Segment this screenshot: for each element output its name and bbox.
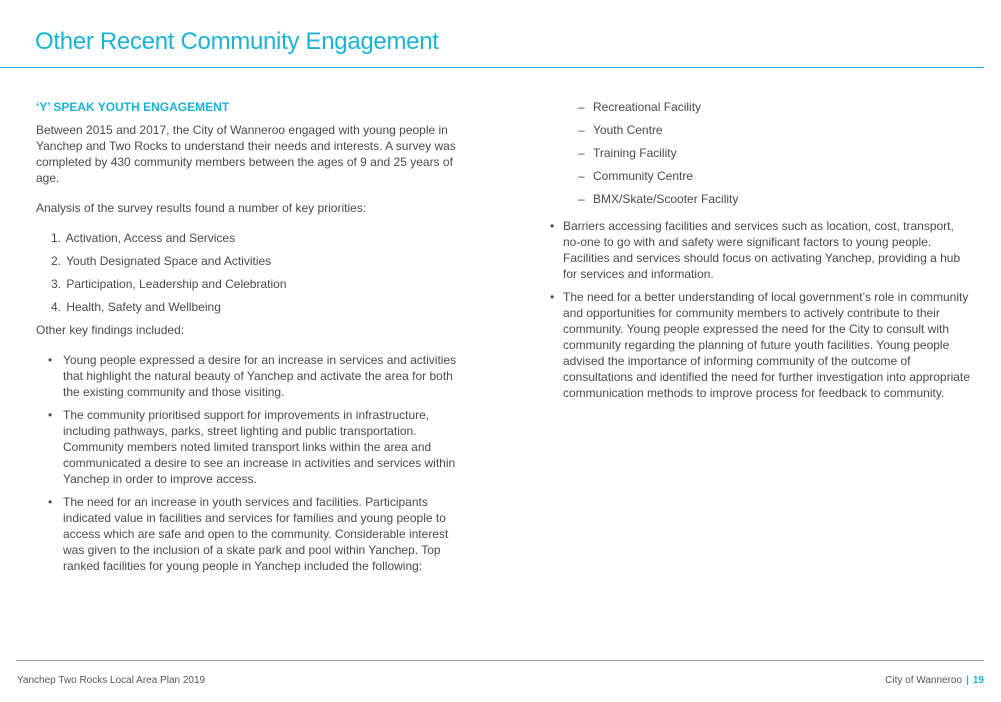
list-item-text: The need for an increase in youth services and facilities. Participants indicated value in facilities and services for families and young people to access which are safe and open to the community. Considerable interest was given to the inclusion of a skate park and pool within Yanchep. Top ranked facilities for young people in Yanchep included the following: (63, 495, 449, 573)
list-item-text: Participation, Leadership and Celebration (66, 277, 287, 291)
list-item-text: Activation, Access and Services (65, 231, 236, 245)
intro-paragraph: Between 2015 and 2017, the City of Wanneroo engaged with young people in Yanchep and Two Rocks to understand their needs and interests. A survey was completed by 430 community members between the ages of 9 and 25 years of age. (36, 123, 456, 185)
footer-document-title: Yanchep Two Rocks Local Area Plan 2019 (17, 675, 206, 686)
list-number: 4. (51, 300, 62, 314)
list-item (36, 494, 472, 574)
bullet-icon: • (550, 290, 555, 304)
footer-separator: | (966, 675, 969, 686)
priorities-list (36, 230, 472, 315)
footer-divider (16, 660, 984, 661)
dash-icon: – (578, 100, 585, 114)
left-column (36, 99, 472, 581)
list-item-text: Training Facility (593, 146, 677, 160)
bullet-icon: • (48, 353, 53, 367)
bullet-icon: • (48, 495, 53, 509)
dash-icon: – (578, 192, 585, 206)
bullet-icon: • (48, 408, 53, 422)
page-title: Other Recent Community Engagement (35, 28, 439, 55)
list-item (36, 253, 472, 269)
list-item (36, 352, 472, 400)
section-heading: ‘Y’ SPEAK YOUTH ENGAGEMENT (36, 100, 230, 114)
list-item-text: The need for a better understanding of local government’s role in community and opportunities for community members to actively contribute to their community. Young people expressed the need for the City to consult with community regarding the planning of future youth facilities. Young people advised the importance of informing community of the outcome of consultations and identified the need for further investigation into appropriate communication methods to improve process for feedback to community. (563, 290, 970, 400)
list-number: 2. (51, 254, 62, 268)
list-item-text: Barriers accessing facilities and services such as location, cost, transport, no-one to go with and safety were significant factors to young people. Facilities and services should focus on activating Yanchep, providing a hub for services and information. (563, 219, 961, 281)
list-item (550, 218, 970, 282)
list-item-text: Community Centre (593, 169, 694, 183)
list-item-text: Health, Safety and Wellbeing (66, 300, 221, 314)
list-item (550, 168, 970, 184)
page-number: 19 (972, 675, 984, 686)
footer-page-info (885, 675, 984, 686)
list-item (550, 191, 970, 207)
footer-organization: City of Wanneroo (885, 675, 963, 686)
list-item (36, 407, 472, 487)
list-item-text: Youth Designated Space and Activities (66, 254, 272, 268)
list-item-text: Youth Centre (593, 123, 663, 137)
list-item (36, 299, 472, 315)
list-number: 1. (51, 231, 62, 245)
findings-list (36, 352, 472, 574)
analysis-paragraph: Analysis of the survey results found a number of key priorities: (36, 201, 367, 215)
list-item-text: Young people expressed a desire for an increase in services and activities that highlight the natural beauty of Yanchep and activate the area for both the existing community and those visiting. (63, 353, 457, 399)
list-item (550, 99, 970, 115)
list-item (36, 276, 472, 292)
list-item (550, 145, 970, 161)
list-item (36, 230, 472, 246)
dash-icon: – (578, 146, 585, 160)
list-item-text: The community prioritised support for improvements in infrastructure, including pathways, parks, street lighting and public transportation. Community members noted limited transport links within the area and communicated a desire to see an increase in activities and services within Yanchep in order to improve access. (63, 408, 456, 486)
list-number: 3. (51, 277, 62, 291)
facilities-list (550, 99, 970, 207)
findings-list-continued (550, 218, 970, 401)
list-item-text: Recreational Facility (593, 100, 702, 114)
dash-icon: – (578, 169, 585, 183)
other-findings-paragraph: Other key findings included: (36, 323, 185, 337)
list-item-text: BMX/Skate/Scooter Facility (593, 192, 739, 206)
title-divider (0, 67, 984, 68)
list-item (550, 289, 970, 401)
list-item (550, 122, 970, 138)
right-column (550, 99, 970, 408)
dash-icon: – (578, 123, 585, 137)
bullet-icon: • (550, 219, 555, 233)
